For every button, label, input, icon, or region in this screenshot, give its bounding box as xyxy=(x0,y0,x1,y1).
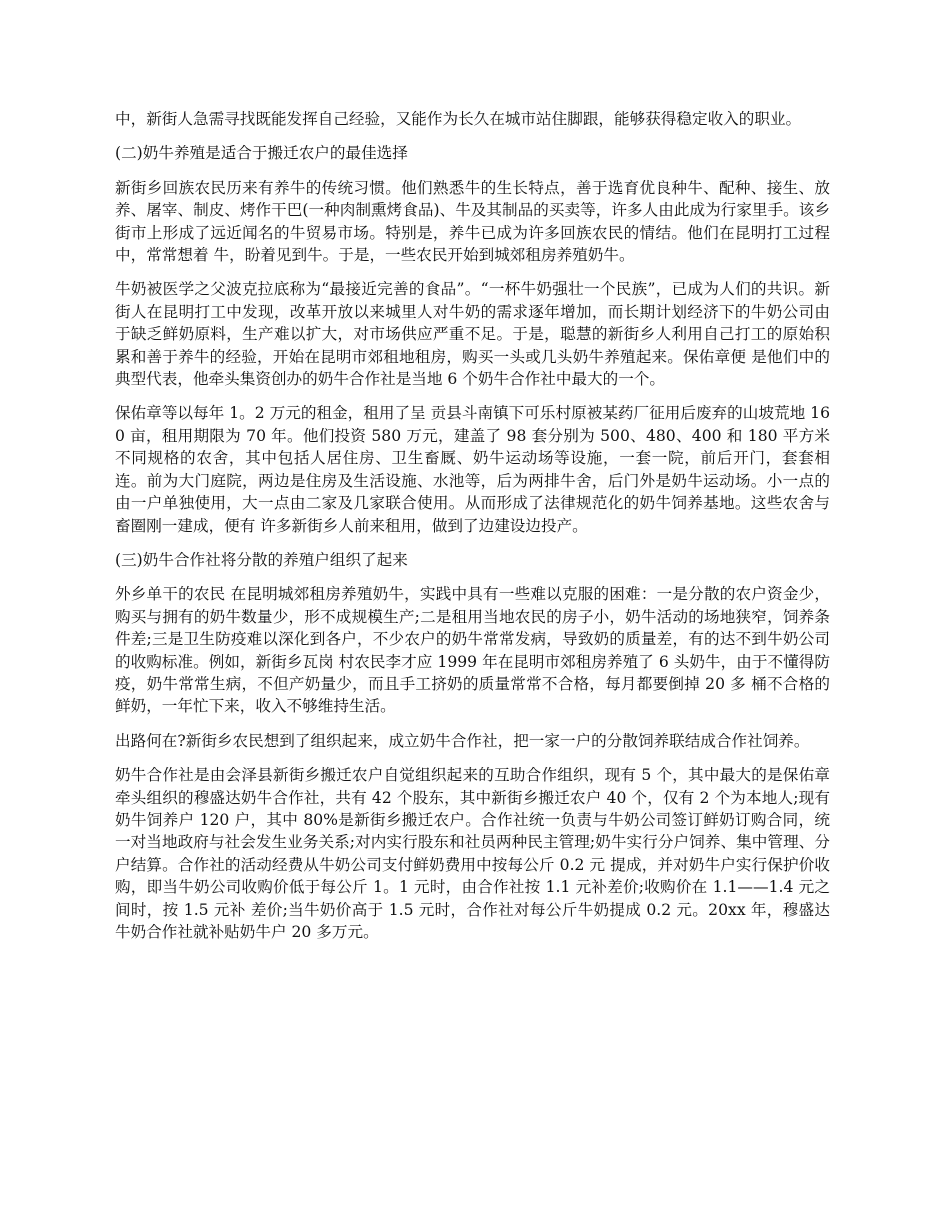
paragraph-difficulties: 外乡单干的农民 在昆明城郊租房养殖奶牛，实践中具有一些难以克服的困难：一是分散的农户资金少，购买与拥有的奶牛数量少，形不成规模生产;二是租用当地农民的房子小，奶牛活动的场地狭窄，饲养条件差;三是卫生防疫难以深化到各户，不少农户的奶牛常常发病，导致奶的质量差，有的达不到牛奶公司的收购标准。例如，新街乡瓦岗 村农民李才应 1999 年在昆明市郊租房养殖了 6 头奶牛，由于不懂得防疫，奶牛常常生病，不但产奶量少，而且手工挤奶的质量常常不合格，每月都要倒掉 20 多 桶不合格的鲜奶，一年忙下来，收入不够维持生活。 xyxy=(115,585,830,716)
section-heading-3: (三)奶牛合作社将分散的养殖户组织了起来 xyxy=(115,550,408,569)
paragraph-hui-tradition: 新街乡回族农民历来有养牛的传统习惯。他们熟悉牛的生长特点，善于选育优良种牛、配种、接生、放养、屠宰、制皮、烤作干巴(一种肉制熏烤食品)、牛及其制品的买卖等，许多人由此成为行家里手。该乡街市上形成了远近闻名的牛贸易市场。特别是，养牛已成为许多回族农民的情结。他们在昆明打工过程中，常常想着 牛，盼着见到牛。于是，一些农民开始到城郊租房养殖奶牛。 xyxy=(115,178,830,265)
document-page xyxy=(115,108,830,955)
paragraph-farm-base: 保佑章等以每年 1。2 万元的租金，租用了呈 贡县斗南镇下可乐村原被某药厂征用后废弃的山坡荒地 160 亩，租用期限为 70 年。他们投资 580 万元，建盖了 98 套分别为 500、480、400 和 180 平方米不同规格的农舍，其中包括人居住房、卫生畜厩、奶牛运动场等设施，一套一院，前后开门，套套相连。前为大门庭院，两边是住房及生活设施、水池等，后为两排牛舍，后门外是奶牛运动场。小一点的由一户单独使用，大一点由二家及几家联合使用。从而形成了法律规范化的奶牛饲养基地。这些农舍与畜圈刚一建成，便有 许多新街乡人前来租用，做到了边建设边投产。 xyxy=(115,404,830,535)
paragraph-milk-demand: 牛奶被医学之父波克拉底称为“最接近完善的食品”。“一杯牛奶强壮一个民族”，已成为人们的共识。新街人在昆明打工中发现，改革开放以来城里人对牛奶的需求逐年增加，而长期计划经济下的牛奶公司由于缺乏鲜奶原料，生产难以扩大，对市场供应严重不足。于是，聪慧的新街乡人利用自己打工的原始积累和善于养牛的经验，开始在昆明市郊租地租房，购买一头或几头奶牛养殖起来。保佑章便 是他们中的典型代表，他牵头集资创办的奶牛合作社是当地 6 个奶牛合作社中最大的一个。 xyxy=(115,280,830,389)
section-heading-2: (二)奶牛养殖是适合于搬迁农户的最佳选择 xyxy=(115,144,408,163)
paragraph-solution: 出路何在?新街乡农民想到了组织起来，成立奶牛合作社，把一家一户的分散饲养联结成合作社饲养。 xyxy=(115,731,810,750)
paragraph-intro-continuation: 中，新街人急需寻找既能发挥自己经验，又能作为长久在城市站住脚跟，能够获得稳定收入的职业。 xyxy=(115,110,802,128)
paragraph-cooperative: 奶牛合作社是由会泽县新街乡搬迁农户自觉组织起来的互助合作组织，现有 5 个，其中最大的是保佑章牵头组织的穆盛达奶牛合作社，共有 42 个股东，其中新街乡搬迁农户 40 个，仅有 2 个为本地人;现有奶牛饲养户 120 户，其中 80%是新街乡搬迁农户。合作社统一负责与牛奶公司签订鲜奶订购合同，统一对当地政府与社会发生业务关系;对内实行股东和社员两种民主管理;奶牛实行分户饲养、集中管理、分户结算。合作社的活动经费从牛奶公司支付鲜奶费用中按每公斤 0.2 元 提成，并对奶牛户实行保护价收购，即当牛奶公司收购价低于每公斤 1。1 元时，由合作社按 1.1 元补差价;收购价在 1.1——1.4 元之间时，按 1.5 元补 差价;当牛奶价高于 1.5 元时，合作社对每公斤牛奶提成 0.2 元。20xx 年，穆盛达牛奶合作社就补贴奶牛户 20 多万元。 xyxy=(115,766,830,941)
